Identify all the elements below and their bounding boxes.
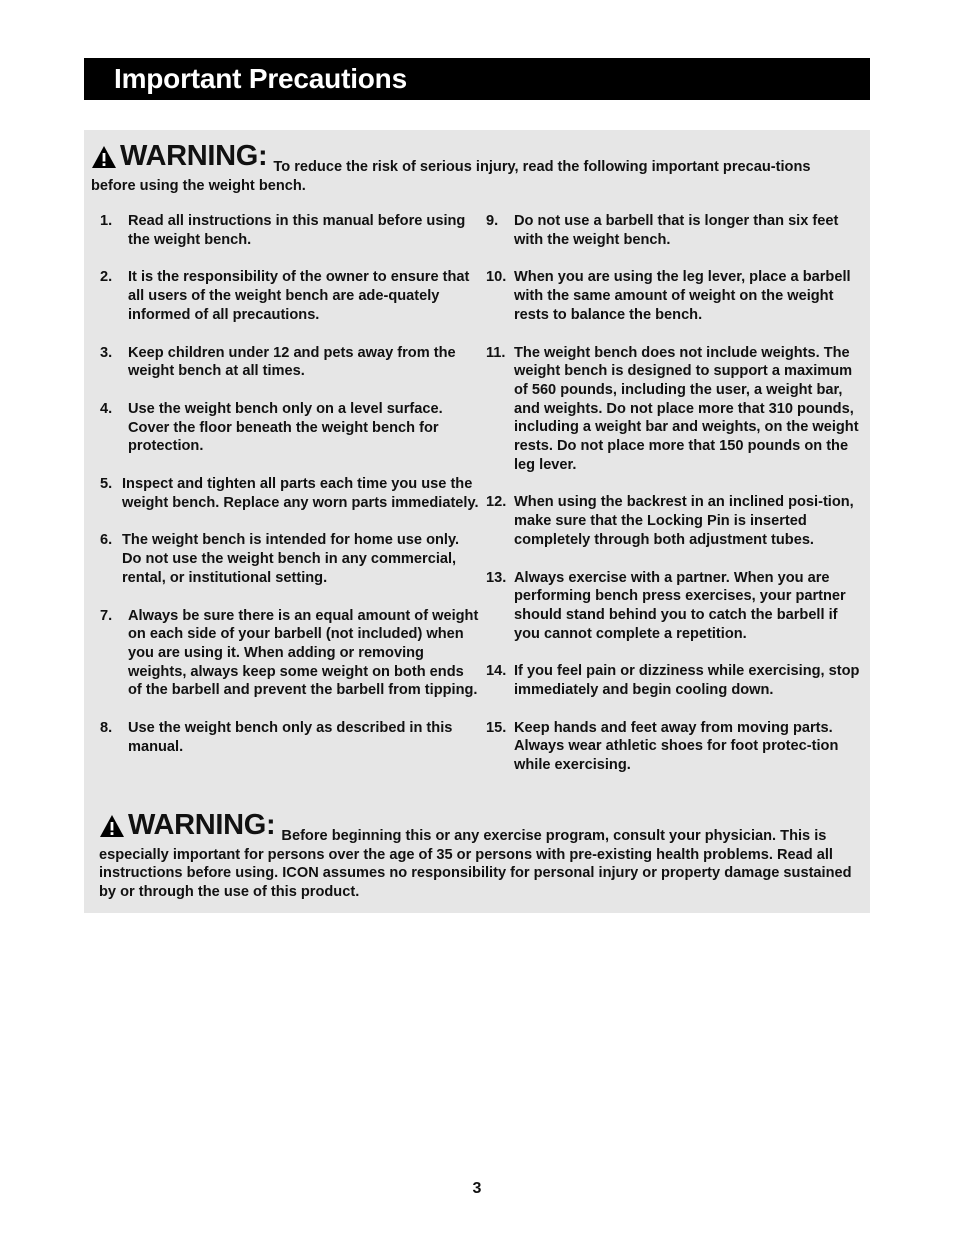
list-item <box>486 268 861 324</box>
precautions-right-column <box>486 212 861 794</box>
list-item <box>100 475 480 512</box>
warning-word: WARNING: <box>120 140 268 172</box>
item-text: Always be sure there is an equal amount of weight on each side of your barbell (not included) when you are using it. When adding or removing weights, always keep some weight on both ends of the barbell and prevent the barbell from tipping. <box>128 607 479 699</box>
item-text: Keep hands and feet away from moving parts. Always wear athletic shoes for foot protec-tion while exercising. <box>514 719 839 774</box>
list-item <box>100 531 480 587</box>
list-item <box>100 268 480 324</box>
item-text: Do not use a barbell that is longer than six feet with the weight bench. <box>514 213 839 248</box>
warning-heading <box>99 811 275 840</box>
item-number: 15. <box>486 719 507 736</box>
item-text: Use the weight bench only on a level surface. Cover the floor beneath the weight bench for protection. <box>128 400 443 455</box>
item-number: 5. <box>100 476 113 493</box>
item-number: 3. <box>100 344 113 361</box>
item-number: 11. <box>486 344 506 361</box>
item-text: Always exercise with a partner. When you are performing bench press exercises, your partner should stand behind you to catch the barbell if you cannot complete a repetition. <box>514 569 846 642</box>
item-text: The weight bench is intended for home use only. Do not use the weight bench in any commercial, rental, or institutional setting. <box>122 532 460 586</box>
item-text: Read all instructions in this manual before using the weight bench. <box>128 213 466 248</box>
list-item <box>486 493 861 549</box>
item-number: 7. <box>100 607 113 624</box>
list-item <box>486 662 861 699</box>
precautions-panel <box>84 130 870 913</box>
list-item <box>486 719 861 775</box>
list-item <box>486 569 861 644</box>
item-number: 6. <box>100 532 113 549</box>
item-number: 9. <box>486 213 499 229</box>
item-number: 14. <box>486 663 507 680</box>
list-item <box>100 607 480 701</box>
warning-word: WARNING: <box>128 809 276 841</box>
item-number: 1. <box>100 213 113 229</box>
page-number: 3 <box>472 1180 482 1197</box>
page-title: Important Precautions <box>114 63 407 94</box>
list-item <box>100 212 480 249</box>
item-text: The weight bench does not include weights. The weight bench is designed to support a maximum of 560 pounds, including the user, a weight bar, and weights. Do not place more that 310 pounds, including a weight bar and weights, on the weight rests. Do not place more that 150 pounds on the leg lever. <box>514 344 859 473</box>
item-number: 12. <box>486 494 507 511</box>
list-item <box>100 344 480 381</box>
item-number: 8. <box>100 720 113 737</box>
warning-physician-text: Before beginning this or any exercise program, consult your physician. This is especially important for persons over the age of 35 or persons with pre-existing health problems. Read all instructions before using. ICON assumes no responsibility for personal injury or property damage sustained by or through the use of this product. <box>99 828 852 900</box>
warning-intro <box>91 142 831 195</box>
item-text: Inspect and tighten all parts each time you use the weight bench. Replace any worn parts immediately. <box>122 476 479 511</box>
warning-triangle-icon <box>99 814 125 838</box>
precautions-left-column <box>100 212 480 775</box>
item-text: When you are using the leg lever, place a barbell with the same amount of weight on the weight rests to balance the bench. <box>514 269 851 323</box>
warning-triangle-icon <box>91 145 117 169</box>
item-number: 2. <box>100 269 113 286</box>
item-number: 13. <box>486 569 507 586</box>
item-text: Keep children under 12 and pets away from the weight bench at all times. <box>128 344 456 380</box>
list-item <box>100 400 480 456</box>
warning-physician <box>99 811 859 901</box>
list-item <box>486 212 861 249</box>
item-text: Use the weight bench only as described in this manual. <box>128 720 453 755</box>
item-text: If you feel pain or dizziness while exercising, stop immediately and begin cooling down. <box>514 663 860 699</box>
item-number: 4. <box>100 400 113 417</box>
list-item <box>486 344 861 475</box>
warning-heading <box>91 142 267 171</box>
list-item <box>100 719 480 756</box>
item-text: When using the backrest in an inclined posi-tion, make sure that the Locking Pin is inserted completely through both adjustment tubes. <box>514 494 854 548</box>
item-text: It is the responsibility of the owner to ensure that all users of the weight bench are ade-quately informed of all precautions. <box>128 269 470 323</box>
title-bar <box>84 58 870 100</box>
warning-intro-text: To reduce the risk of serious injury, read the following important precau-tions before using the weight bench. <box>91 159 811 194</box>
item-number: 10. <box>486 269 507 286</box>
